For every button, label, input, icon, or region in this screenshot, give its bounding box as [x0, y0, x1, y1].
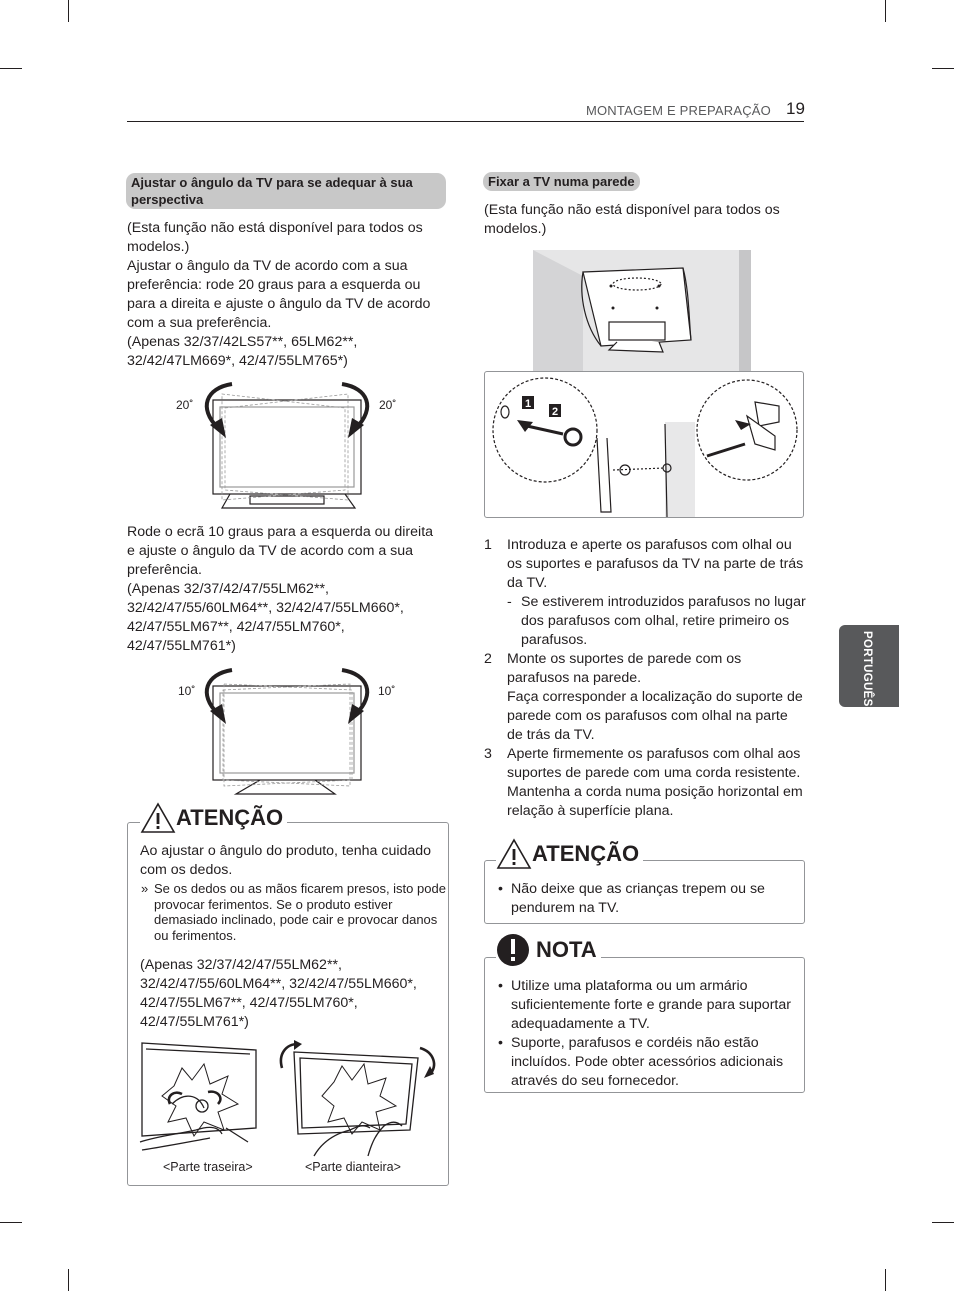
- language-tab: [839, 625, 899, 707]
- finger-caution-illustration: [138, 1038, 438, 1158]
- step-1-marker: 1: [525, 398, 532, 410]
- step-subitem-text: Se estiverem introduzidos parafusos no lugar dos parafusos com olhal, retire primeiro os parafusos.: [521, 594, 806, 648]
- crop-mark: [0, 68, 22, 69]
- crop-mark: [885, 1269, 886, 1291]
- crop-mark: [0, 1222, 22, 1223]
- step-number: 1: [484, 537, 492, 553]
- caution-title: ATENÇÃO: [176, 805, 284, 830]
- note-item: • Suporte, parafusos e cordéis não estão incluídos. Pode obter acessórios adicionais através do seu fornecedor.: [497, 1034, 797, 1091]
- crop-mark: [68, 1269, 69, 1291]
- caution-content: [497, 880, 797, 918]
- step-text: Aperte firmemente os parafusos com olhal aos suportes de parede com uma corda resistente. Mantenha a corda numa posição horizontal em relação à superfície plana.: [507, 746, 803, 819]
- crop-mark: [68, 0, 69, 22]
- crop-mark: [885, 0, 886, 22]
- steps-list: [484, 536, 806, 821]
- angle-description-20: [127, 219, 442, 371]
- warning-triangle-icon: [140, 802, 176, 834]
- page-number: 19: [786, 99, 805, 118]
- note-list: [497, 977, 797, 1091]
- warning-triangle-icon: [496, 838, 532, 870]
- step-item: [484, 536, 806, 650]
- step-number: 2: [484, 651, 492, 667]
- caption-front: <Parte dianteira>: [305, 1160, 401, 1174]
- step-item: [484, 745, 806, 821]
- section-heading-text: Fixar a TV numa parede: [488, 174, 635, 189]
- caption-back: <Parte traseira>: [163, 1160, 253, 1174]
- angle-right-label: 20˚: [379, 398, 397, 412]
- step-item: [484, 650, 806, 745]
- caution-models: (Apenas 32/37/42/47/55LM62**, 32/42/47/55/60LM64**, 32/42/47/55LM660*, 42/47/55LM67**, 42/47/55LM760*, 42/47/55LM761*): [140, 957, 417, 1030]
- swivel-10-illustration: [170, 662, 400, 802]
- language-tab-label: PORTUGUÊS: [861, 631, 873, 707]
- availability-note: (Esta função não está disponível para todos os modelos.): [127, 220, 423, 255]
- angle-right-label: 10˚: [378, 684, 396, 698]
- caution-content: [140, 842, 446, 1032]
- caution-list: [497, 880, 797, 918]
- angle-left-label: 20˚: [176, 398, 194, 412]
- step-subitem: - Se estiverem introduzidos parafusos no lugar dos parafusos com olhal, retire primeiro os parafusos.: [507, 594, 806, 648]
- caution-title: ATENÇÃO: [532, 841, 640, 866]
- step-text: Monte os suportes de parede com os parafusos na parede.: [507, 651, 742, 686]
- angle-description-10: [127, 523, 442, 656]
- crop-mark: [932, 1222, 954, 1223]
- angle-instruction: Rode o ecrã 10 graus para a esquerda ou direita e ajuste o ângulo da TV de acordo com a sua preferência.: [127, 524, 434, 578]
- section-heading-text: Ajustar o ângulo da TV para se adequar à sua perspectiva: [131, 175, 413, 207]
- step-extra: Faça corresponder a localização do suporte de parede com os parafusos com olhal na parte de trás da TV.: [507, 689, 803, 743]
- caution-header: [140, 802, 287, 834]
- note-title: NOTA: [536, 937, 597, 962]
- step-text: Introduza e aperte os parafusos com olhal ou os suportes e parafusos da TV na parte de trás da TV.: [507, 537, 804, 591]
- note-content: [497, 977, 797, 1091]
- header-rule: [127, 121, 804, 122]
- caution-item: • Não deixe que as crianças trepem ou se pendurem na TV.: [497, 880, 797, 918]
- step-number: 3: [484, 746, 492, 762]
- crop-mark: [932, 68, 954, 69]
- caution-header: [496, 838, 643, 870]
- section-title: MONTAGEM E PREPARAÇÃO: [585, 103, 771, 118]
- wall-mount-steps: [484, 536, 806, 821]
- note-header: [496, 933, 601, 967]
- caution-intro: Ao ajustar o ângulo do produto, tenha cuidado com os dedos.: [140, 843, 432, 878]
- angle-left-label: 10˚: [178, 684, 196, 698]
- tv-back-wall-illustration: [533, 250, 751, 372]
- section-heading: [126, 173, 446, 209]
- exclamation-circle-icon: [496, 933, 530, 967]
- eye-bolt-fixing-illustration: [485, 372, 803, 517]
- caution-list: [140, 881, 446, 943]
- step-2-marker: 2: [552, 406, 559, 418]
- model-list: (Apenas 32/37/42/47/55LM62**, 32/42/47/55/60LM64**, 32/42/47/55LM660*, 42/47/55LM67**, 42/47/55LM760*, 42/47/55LM761*): [127, 581, 404, 654]
- note-item: • Utilize uma plataforma ou um armário suficientemente forte e grande para suportar adequadamente a TV.: [497, 977, 797, 1034]
- angle-instruction: Ajustar o ângulo da TV de acordo com a sua preferência: rode 20 graus para a esquerda ou para a direita e ajuste o ângulo da TV de acordo com a sua preferência.: [127, 258, 431, 331]
- caution-item: » Se os dedos ou as mãos ficarem presos, isto pode provocar ferimentos. Se o produto estiver demasiado inclinado, pode cair e provocar danos ou ferimentos.: [140, 881, 446, 943]
- swivel-20-illustration: [170, 378, 400, 518]
- section-heading: [483, 172, 640, 191]
- wall-availability-note: (Esta função não está disponível para todos os modelos.): [484, 202, 780, 237]
- model-list: (Apenas 32/37/42LS57**, 65LM62**, 32/42/47LM669*, 42/47/55LM765*): [127, 334, 358, 369]
